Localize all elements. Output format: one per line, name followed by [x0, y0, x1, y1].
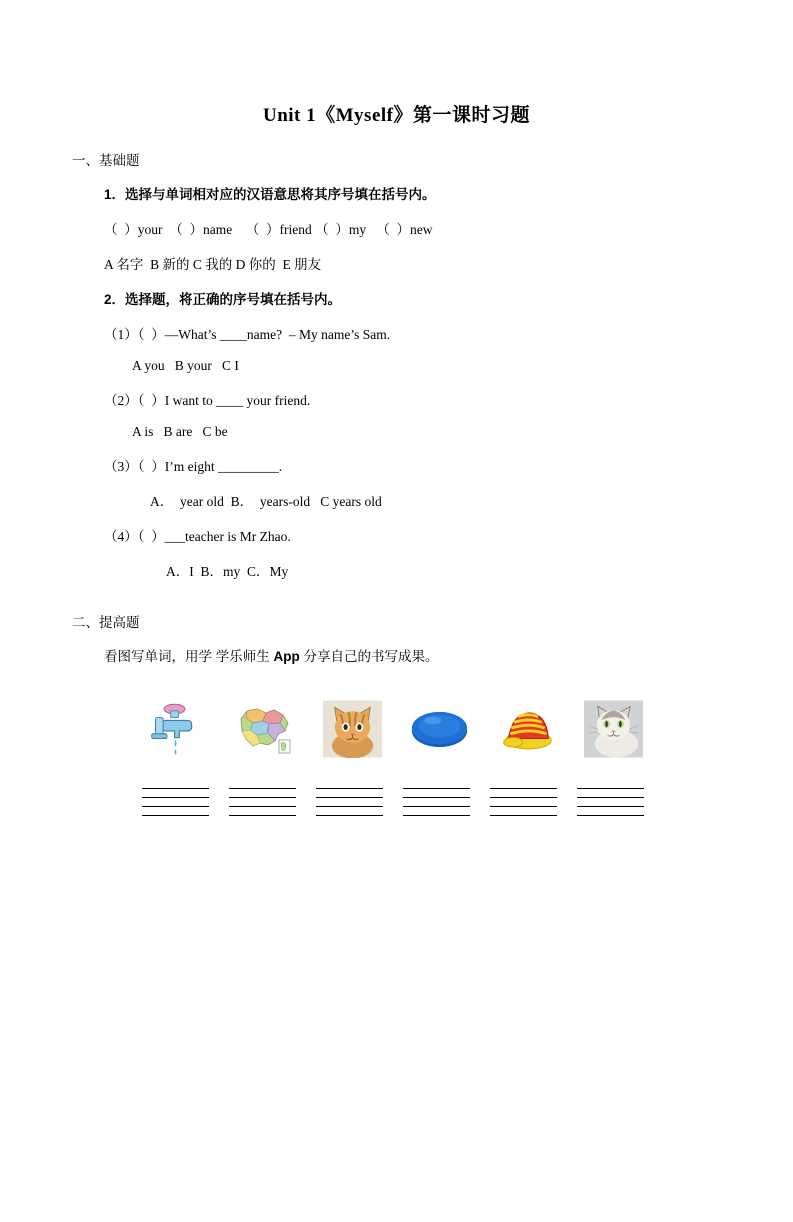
tap-icon: [146, 700, 205, 758]
blue-disc-picture: [410, 699, 469, 758]
advanced-prompt: [104, 645, 793, 665]
cat-icon: [584, 700, 643, 758]
blue-disc-icon: [410, 706, 469, 752]
question-2-item-2: （2）（ ）I want to ____ your friend.: [104, 393, 311, 408]
advanced-prompt-prefix: 看图写单词，用学 学乐师生: [104, 649, 274, 664]
picture-row: [146, 699, 793, 758]
page-title: Unit 1《Myself》第一课时习题: [262, 105, 530, 126]
answer-line-group[interactable]: [146, 788, 205, 818]
question-2-choices-2: A is B are C be: [132, 424, 228, 439]
worksheet-page: [0, 100, 793, 1222]
question-2-item-3: （3）（ ）I’m eight _________.: [104, 459, 283, 474]
striped-hat-icon: [497, 705, 556, 753]
answer-line-group[interactable]: [494, 788, 553, 818]
question-2-choices-1: A you B your C I: [132, 358, 239, 373]
question-2-choices-4: A．I B．my C．My: [166, 564, 289, 579]
answer-line-group[interactable]: [581, 788, 640, 818]
question-2-choices-3: A． year old B． years-old C years old: [150, 494, 382, 509]
tap-picture: [146, 699, 205, 758]
answer-line-group[interactable]: [407, 788, 466, 818]
question-1-line-1: （ ）your （ ）name （ ）friend （ ）my （ ）new: [104, 222, 433, 237]
section-heading-basic: 一、基础题: [72, 153, 140, 168]
china-map-icon: [233, 703, 295, 755]
answer-line-group[interactable]: [233, 788, 292, 818]
question-2-title: 2．选择题，将正确的序号填在括号内。: [104, 292, 342, 307]
kitten-icon: [323, 700, 382, 758]
question-1-line-2: A 名字 B 新的 C 我的 D 你的 E 朋友: [104, 257, 322, 272]
answer-lines-row: [146, 788, 793, 818]
advanced-prompt-suffix: 分享自己的书写成果。: [299, 649, 439, 664]
question-1-title: 1．选择与单词相对应的汉语意思将其序号填在括号内。: [104, 187, 436, 202]
kitten-picture: [323, 699, 382, 758]
china-map-picture: [233, 699, 295, 758]
section-heading-advanced: 二、提高题: [72, 615, 140, 630]
question-2-item-4: （4）（ ）___teacher is Mr Zhao.: [104, 529, 291, 544]
question-2-item-1: （1）（ ）—What’s ____name? – My name’s Sam.: [104, 327, 391, 342]
answer-line-group[interactable]: [320, 788, 379, 818]
advanced-prompt-app: App: [273, 649, 300, 664]
striped-hat-picture: [497, 699, 556, 758]
cat-picture: [584, 699, 643, 758]
